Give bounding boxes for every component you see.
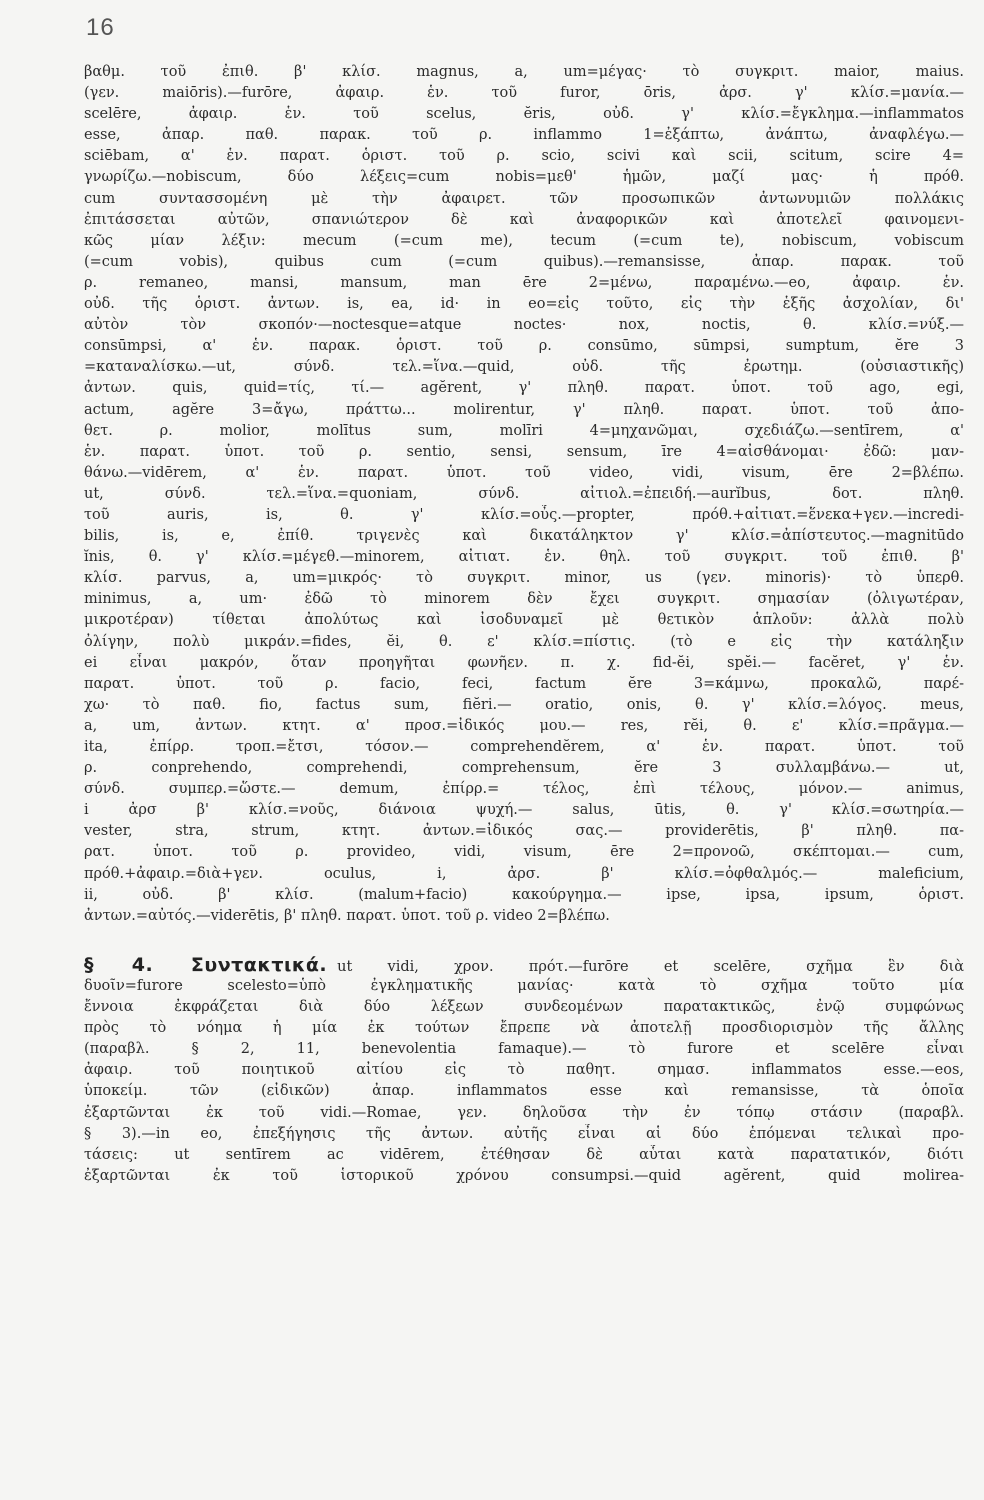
text-line: a, um, ἀντων. κτητ. α' προσ.=ἰδικός μου.— res, rĕi, θ. ε' κλίσ.=πρᾶγμα.—	[84, 717, 964, 734]
text-line: θάνω.—vidērem, α' ἑν. παρατ. ὑποτ. τοῦ video, vidi, visum, ēre 2=βλέπω.	[84, 464, 964, 481]
text-line: sciēbam, α' ἑν. παρατ. ὁριστ. τοῦ ρ. scio, scivi καὶ scii, scitum, scire 4=	[84, 148, 964, 165]
text-line: ἐπιτάσσεται αὐτῶν, σπανιώτερον δὲ καὶ ἀναφορικῶν καὶ ἀποτελεῖ φαινομενι-	[84, 211, 964, 228]
text-line: σύνδ. συμπερ.=ὥστε.— demum, ἐπίρρ.= τέλος, ἐπὶ τέλους, μόνον.— animus,	[84, 781, 964, 798]
text-line: ita, ἐπίρρ. τροπ.=ἔτσι, τόσον.— comprehendĕrem, α' ἑν. παρατ. ὑποτ. τοῦ	[84, 739, 964, 755]
text-line: scelēre, ἀφαιρ. ἑν. τοῦ scelus, ĕris, οὐδ. γ' κλίσ.=ἔγκλημα.—inflammatos	[84, 106, 964, 123]
text-line: ρ. remaneo, mansi, mansum, man ēre 2=μένω, παραμένω.—eo, ἀφαιρ. ἑν.	[84, 274, 964, 291]
text-line: παρατ. ὑποτ. τοῦ ρ. facio, feci, factum ĕre 3=κάμνω, προκαλῶ, παρέ-	[84, 675, 964, 692]
section-4-body	[84, 976, 964, 1187]
text-line: ἀντων.=αὐτός.—viderētis, β' πληθ. παρατ. ὑποτ. τοῦ ρ. video 2=βλέπω.	[84, 907, 610, 924]
text-line: ἔννοια ἐκφράζεται διὰ δύο λέξεων συνδεομένων παρατακτικῶς, ἐνῷ συμφώνως	[84, 999, 964, 1016]
text-column	[84, 62, 964, 1187]
text-line: τάσεις: ut sentīrem ac vidērem, ἐτέθησαν δὲ αὗται κατὰ παρατατικόν, διότι	[84, 1146, 964, 1163]
text-line: αὐτὸν τὸν σκοπόν·—noctesque=atque noctes· nox, noctis, θ. κλίσ.=νύξ.—	[84, 317, 964, 334]
section-4	[84, 955, 964, 1187]
text-line: § 3).—in eo, ἐπεξήγησις τῆς ἀντων. αὐτῆς εἶναι αἱ δύο ἑπόμεναι τελικαὶ προ-	[84, 1125, 964, 1142]
text-line: πρὸς τὸ νόημα ἡ μία ἐκ τούτων ἔπρεπε νὰ ἀποτελῇ προσδιορισμὸν τῆς ἄλλης	[84, 1020, 964, 1037]
text-line: γνωρίζω.—nobiscum, δύο λέξεις=cum nobis=μεθ' ἡμῶν, μαζί μας· ἡ πρόθ.	[84, 169, 964, 186]
text-line: cum συντασσομένη μὲ τὴν ἀφαιρετ. τῶν προσωπικῶν ἀντωνυμιῶν πολλάκις	[84, 190, 964, 207]
text-line: consūmpsi, α' ἑν. παρακ. ὁριστ. τοῦ ρ. consūmo, sūmpsi, sumptum, ĕre 3	[84, 338, 964, 355]
text-line: θετ. ρ. molior, molītus sum, molīri 4=μηχανῶμαι, σχεδιάζω.—sentīrem, α'	[84, 422, 964, 439]
text-line: τοῦ auris, is, θ. γ' κλίσ.=οὖς.—propter, πρόθ.+αἰτιατ.=ἕνεκα+γεν.—incredi-	[84, 506, 964, 523]
text-line: χω· τὸ παθ. fio, factus sum, fiĕri.— oratio, onis, θ. γ' κλίσ.=λόγος. meus,	[84, 696, 964, 713]
text-line: δυοῖν=furore scelesto=ὑπὸ ἐγκληματικῆς μανίας· κατὰ τὸ σχῆμα τοῦτο μία	[84, 977, 964, 994]
text-line: ρ. conprehendo, comprehendi, comprehensum, ĕre 3 συλλαμβάνω.— ut,	[84, 760, 964, 777]
text-line: bilis, is, e, ἐπίθ. τριγενὲς καὶ δικατάληκτον γ' κλίσ.=ἀπίστευτος.—magnitūdo	[84, 528, 964, 545]
text-line: ei εἶναι μακρόν, ὅταν προηγῆται φωνῆεν. π. χ. fid-ĕi, spĕi.— facĕret, γ' ἑν.	[84, 654, 964, 671]
text-line: ρατ. ὑποτ. τοῦ ρ. provideo, vidi, visum, ēre 2=προνοῶ, σκέπτομαι.— cum,	[84, 844, 964, 861]
text-line: μικροτέραν) τίθεται ἀπολύτως καὶ ἰσοδυναμεῖ μὲ θετικὸν ἁπλοῦν: ἀλλὰ πολὺ	[84, 612, 964, 629]
text-line: =καταναλίσκω.—ut, σύνδ. τελ.=ἵνα.—quid, οὐδ. τῆς ἐρωτημ. (οὐσιαστικῆς)	[84, 359, 964, 376]
section-spacer	[84, 927, 964, 955]
text-line: πρόθ.+ἀφαιρ.=διὰ+γεν. oculus, i, ἀρσ. β' κλίσ.=ὀφθαλμός.— maleficium,	[84, 865, 964, 882]
text-line: ἀφαιρ. τοῦ ποιητικοῦ αἰτίου εἰς τὸ παθητ. σημασ. inflammatos esse.—eos,	[84, 1062, 964, 1079]
text-line: ut, σύνδ. τελ.=ἵνα.=quoniam, σύνδ. αἰτιολ.=ἐπειδή.—aurĭbus, δοτ. πληθ.	[84, 485, 964, 502]
section-heading: § 4. Συντακτικά.	[84, 954, 328, 976]
text-line: ἐξαρτῶνται ἐκ τοῦ vidi.—Romae, γεν. δηλοῦσα τὴν ἐν τόπῳ στάσιν (παραβλ.	[84, 1104, 964, 1121]
text-line: ἑν. παρατ. ὑποτ. τοῦ ρ. sentio, sensi, sensum, īre 4=αἰσθάνομαι· ἐδῶ: μαν-	[84, 443, 964, 460]
text-line: ἐξαρτῶνται ἐκ τοῦ ἱστορικοῦ χρόνου consumpsi.—quid agĕrent, quid molirea-	[84, 1167, 964, 1184]
section-4-first-line	[84, 955, 964, 976]
text-line: ὑποκείμ. τῶν (εἰδικῶν) ἀπαρ. inflammatos esse καὶ remansisse, τὰ ὁποῖα	[84, 1083, 964, 1100]
text-line: κλίσ. parvus, a, um=μικρός· τὸ συγκριτ. minor, us (γεν. minoris)· τὸ ὑπερθ.	[84, 570, 964, 587]
text-line: ἀντων. quis, quid=τίς, τί.— agĕrent, γ' πληθ. παρατ. ὑποτ. τοῦ ago, egi,	[84, 380, 964, 397]
text-line: βαθμ. τοῦ ἐπιθ. β' κλίσ. magnus, a, um=μέγας· τὸ συγκριτ. maior, maius.	[84, 64, 964, 80]
text-line: ὀλίγην, πολὺ μικράν.=fides, ĕi, θ. ε' κλίσ.=πίστις. (τὸ e εἰς τὴν κατάληξιν	[84, 633, 964, 650]
text-line: κῶς μίαν λέξιν: mecum (=cum me), tecum (=cum te), nobiscum, vobiscum	[84, 232, 964, 249]
section-first-line-text: ut vidi, χρον. πρότ.—furōre et scelēre, σχῆμα ἓν διὰ	[337, 958, 964, 975]
text-line: esse, ἀπαρ. παθ. παρακ. τοῦ ρ. inflammo 1=ἐξάπτω, ἀνάπτω, ἀναφλέγω.—	[84, 127, 964, 144]
text-line: (γεν. maiōris).—furōre, ἀφαιρ. ἑν. τοῦ furor, ōris, ἀρσ. γ' κλίσ.=μανία.—	[84, 85, 964, 102]
text-line: (παραβλ. § 2, 11, benevolentia famaque).— τὸ furore et scelēre εἶναι	[84, 1041, 964, 1058]
text-line: i ἀρσ β' κλίσ.=νοῦς, διάνοια ψυχή.— salus, ūtis, θ. γ' κλίσ.=σωτηρία.—	[84, 802, 964, 819]
text-line: οὐδ. τῆς ὁριστ. ἀντων. is, ea, id· in eo=εἰς τοῦτο, εἰς τὴν ἑξῆς ἀσχολίαν, δι'	[84, 296, 964, 313]
text-line: (=cum vobis), quibus cum (=cum quibus).—remansisse, ἀπαρ. παρακ. τοῦ	[84, 253, 964, 270]
text-line: actum, agĕre 3=ἄγω, πράττω... molirentur, γ' πληθ. παρατ. ὑποτ. τοῦ ἀπο-	[84, 401, 964, 418]
text-line: minimus, a, um· ἐδῶ τὸ minorem δὲν ἔχει συγκριτ. σημασίαν (ὀλιγωτέραν,	[84, 591, 964, 608]
text-line: vester, stra, strum, κτητ. ἀντων.=ἰδικός σας.— providerētis, β' πληθ. πα-	[84, 823, 964, 840]
text-line: ii, οὐδ. β' κλίσ. (malum+facio) κακούργημα.— ipse, ipsa, ipsum, ὁριστ.	[84, 886, 964, 903]
commentary-paragraph	[84, 62, 964, 927]
text-line: ĭnis, θ. γ' κλίσ.=μέγεθ.—minorem, αἰτιατ. ἑν. θηλ. τοῦ συγκριτ. τοῦ ἐπιθ. β'	[84, 549, 964, 566]
page-number: 16	[86, 14, 115, 41]
